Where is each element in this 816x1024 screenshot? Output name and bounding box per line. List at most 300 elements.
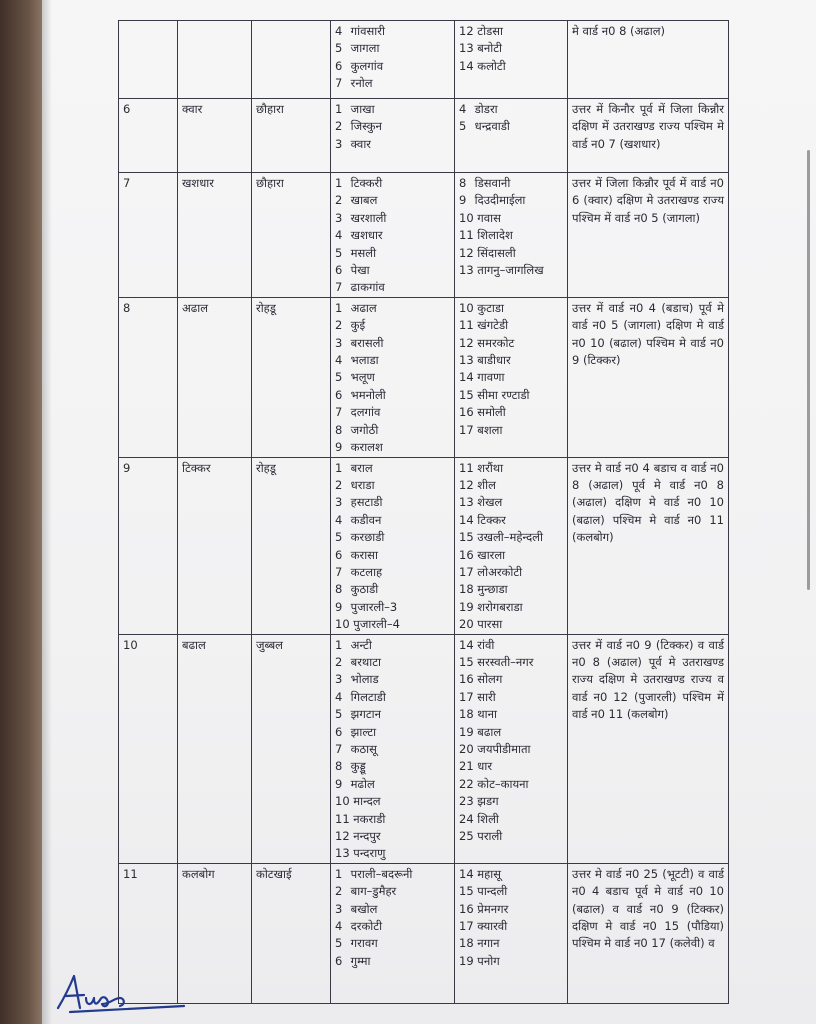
village-list-item [459, 335, 563, 352]
village-list-item [335, 599, 450, 616]
village-list-item [335, 793, 450, 810]
village-name: खाबल [350, 193, 378, 208]
village-list-cell [455, 173, 568, 298]
village-list-item [459, 581, 563, 598]
village-list-cell [331, 173, 455, 298]
tehsil-cell: रोहडू [252, 457, 331, 634]
tehsil-cell: छौहारा [252, 99, 331, 173]
village-list-item [335, 75, 450, 92]
village-number: 18 [459, 707, 474, 722]
village-name: कोट–कायना [477, 776, 529, 791]
village-list-item [335, 335, 450, 352]
village-list-item [335, 918, 450, 935]
village-list-item [335, 227, 450, 244]
village-list-item [335, 866, 450, 883]
village-number: 2 [335, 193, 343, 208]
village-list-item [335, 439, 450, 456]
village-name: जागला [350, 41, 380, 56]
village-list-item [335, 529, 450, 546]
village-number: 9 [335, 440, 343, 455]
village-list-item [459, 227, 563, 244]
boundary-description-cell: उत्तर मे वार्ड न0 4 बडाच व वार्ड न0 8 (अढाल) पूर्व मे वार्ड न0 8 (अढाल) दक्षिण मे वार्ड न0 10 (बढाल) पश्चिम मे वार्ड न0 11 (कलबोग) [568, 457, 729, 634]
village-number: 17 [459, 422, 474, 437]
village-name: दरकोटी [350, 919, 383, 934]
village-list-item [335, 724, 450, 741]
village-list-item [335, 845, 450, 862]
village-name: अन्टी [350, 637, 372, 652]
village-list-item [335, 828, 450, 845]
village-number: 20 [459, 617, 474, 632]
village-name: शिली [477, 811, 499, 826]
village-number: 13 [459, 41, 474, 56]
village-list-item [335, 136, 450, 153]
village-name: सीमा रण्टाडी [477, 387, 530, 402]
ward-row [119, 297, 729, 457]
village-name: जाखा [350, 102, 375, 116]
village-name: पन्दराणु [353, 846, 386, 861]
ward-number-cell: 10 [119, 634, 178, 863]
village-name: धराडा [350, 477, 375, 492]
village-number: 19 [459, 953, 474, 968]
village-name: समरकोट [477, 335, 515, 350]
village-list-item [459, 689, 563, 706]
tehsil-cell: कोटखाई [252, 863, 331, 1003]
village-list-cell [331, 297, 455, 457]
table-body [119, 21, 729, 1004]
village-list-item [335, 387, 450, 404]
village-number: 7 [335, 564, 343, 579]
village-name: पुजारली–3 [350, 599, 398, 614]
village-list-cell [331, 863, 455, 1003]
village-list-item [459, 317, 563, 334]
village-list-item [459, 245, 563, 262]
village-name: खारला [477, 547, 506, 562]
signature-mark [50, 968, 190, 1018]
village-list-item [459, 724, 563, 741]
village-list-item [335, 175, 450, 192]
village-list-item [459, 776, 563, 793]
village-list-cell [455, 297, 568, 457]
village-list-item [335, 935, 450, 952]
village-number: 11 [459, 318, 474, 333]
village-name: टिक्करी [350, 176, 383, 190]
village-list-item [459, 477, 563, 494]
village-number: 4 [335, 689, 343, 704]
village-name: धन्द्रवाडी [474, 119, 510, 134]
boundary-description-cell: मे वार्ड न0 8 (अढाल) [568, 21, 729, 99]
village-list-item [335, 317, 450, 334]
village-name: पराली [477, 829, 503, 844]
village-name: बखोल [350, 901, 378, 916]
village-list-item [335, 671, 450, 688]
village-list-item [335, 494, 450, 511]
village-number: 8 [335, 759, 343, 774]
village-name: मान्दल [353, 794, 381, 809]
village-name: रनोल [350, 76, 373, 91]
village-name: भमनोली [350, 387, 386, 402]
village-number: 13 [335, 846, 350, 861]
village-number: 13 [459, 353, 474, 368]
village-name: झाल्टा [350, 724, 377, 739]
village-name: कुड्डू [350, 759, 366, 774]
village-number: 4 [335, 512, 343, 527]
village-list-item [459, 706, 563, 723]
village-list-item [335, 883, 450, 900]
village-list-item [459, 494, 563, 511]
village-list-item [335, 352, 450, 369]
village-list-item [335, 758, 450, 775]
village-name: पेखा [350, 263, 370, 278]
village-number: 13 [459, 495, 474, 510]
village-name: शिलादेश [477, 228, 513, 243]
ward-row [119, 99, 729, 173]
village-list-item [335, 741, 450, 758]
village-list-item [335, 564, 450, 581]
village-number: 19 [459, 599, 474, 614]
village-name: दलगांव [350, 405, 381, 420]
village-name: पराली–बदरूनी [350, 866, 413, 881]
ward-row [119, 863, 729, 1003]
village-number: 11 [335, 811, 350, 826]
village-number: 18 [459, 582, 474, 597]
village-list-item [335, 118, 450, 135]
village-list-item [459, 23, 563, 40]
village-number: 12 [459, 477, 474, 492]
village-list-item [459, 883, 563, 900]
ward-number-cell: 8 [119, 297, 178, 457]
village-number: 15 [459, 654, 474, 669]
village-name: लोअरकोटी [477, 564, 523, 579]
village-list-item [459, 741, 563, 758]
village-number: 17 [459, 564, 474, 579]
village-number: 15 [459, 387, 474, 402]
village-number: 1 [335, 300, 343, 315]
village-name: मुन्छाडा [477, 582, 508, 597]
village-list-cell [455, 21, 568, 99]
village-number: 2 [335, 318, 343, 333]
village-name: बरथाटा [350, 654, 382, 669]
ward-number-cell: 7 [119, 173, 178, 298]
village-number: 8 [335, 422, 343, 437]
village-name: समोली [477, 405, 506, 420]
village-number: 21 [459, 759, 474, 774]
ward-row [119, 173, 729, 298]
village-name: झडग [477, 794, 499, 809]
village-name: भलाडा [350, 353, 379, 368]
ward-number-cell: 9 [119, 457, 178, 634]
village-list-cell [331, 457, 455, 634]
village-number: 13 [459, 263, 474, 278]
village-name: बढाल [477, 724, 502, 739]
village-number: 8 [335, 582, 343, 597]
village-number: 2 [335, 654, 343, 669]
page-shadow [42, 0, 52, 1024]
village-name: महासू [477, 866, 502, 881]
village-name: बाग–डुमैहर [350, 884, 397, 899]
village-number: 12 [459, 24, 474, 38]
village-number: 3 [335, 901, 343, 916]
village-list-item [335, 477, 450, 494]
village-name: जिस्कुन [350, 119, 382, 134]
village-number: 7 [335, 76, 343, 91]
village-list-item [459, 175, 563, 192]
village-list-item [335, 689, 450, 706]
village-number: 1 [335, 866, 343, 881]
village-name: गांवसारी [350, 24, 385, 38]
village-number: 5 [335, 936, 343, 951]
village-list-item [335, 23, 450, 40]
village-list-item [459, 547, 563, 564]
village-number: 4 [459, 102, 467, 116]
village-number: 15 [459, 884, 474, 899]
tehsil-cell: जुब्बल [252, 634, 331, 863]
village-number: 7 [335, 280, 343, 295]
village-number: 20 [459, 742, 474, 756]
village-name: क्वार [350, 136, 371, 151]
village-list-item [335, 58, 450, 75]
village-number: 5 [335, 41, 343, 56]
village-list-item [459, 512, 563, 529]
ward-number-cell [119, 21, 178, 99]
village-list-item [459, 637, 563, 654]
village-list-cell [455, 634, 568, 863]
village-number: 2 [335, 884, 343, 899]
boundary-description-cell: उत्तर में वार्ड न0 4 (बडाच) पूर्व मे वार्ड न0 5 (जागला) दक्षिण मे वार्ड न0 10 (बढाल) पश्चिम मे वार्ड न0 9 (टिक्कर) [568, 297, 729, 457]
village-name: कलोटी [477, 58, 506, 73]
village-name: खंगटेडी [477, 318, 509, 333]
village-name: बरासली [350, 335, 384, 350]
village-name: सारी [477, 689, 496, 704]
village-name: कटलाह [350, 564, 383, 579]
ward-row [119, 457, 729, 634]
village-list-item [459, 564, 563, 581]
village-number: 6 [335, 387, 343, 402]
village-number: 23 [459, 794, 474, 809]
village-list-cell [331, 634, 455, 863]
village-list-item [335, 706, 450, 723]
village-number: 3 [335, 335, 343, 350]
village-name: करछाडी [350, 530, 385, 545]
village-list-item [335, 422, 450, 439]
village-list-item [459, 935, 563, 952]
village-name: भोलाड [350, 672, 379, 687]
village-name: खशधार [350, 228, 383, 243]
village-list-item [335, 654, 450, 671]
village-number: 1 [335, 460, 343, 475]
village-number: 16 [459, 672, 474, 687]
village-list-item [459, 192, 563, 209]
tehsil-cell: छौहारा [252, 173, 331, 298]
village-number: 7 [335, 742, 343, 756]
village-name: कुठाडी [350, 582, 379, 597]
village-number: 14 [459, 370, 474, 385]
village-list-item [459, 387, 563, 404]
village-list-item [459, 793, 563, 810]
village-name: भलूण [350, 370, 375, 385]
village-list-item [459, 422, 563, 439]
village-number: 5 [335, 245, 343, 260]
village-number: 3 [335, 136, 343, 151]
village-list-item [459, 828, 563, 845]
village-list-item [335, 40, 450, 57]
village-name: उखली–महेन्दली [477, 530, 543, 545]
village-name: हसटाडी [350, 495, 383, 510]
village-name: रांवी [477, 637, 495, 652]
village-number: 12 [335, 829, 350, 844]
village-number: 10 [459, 300, 474, 315]
village-number: 5 [335, 530, 343, 545]
village-number: 2 [335, 119, 343, 134]
village-number: 6 [335, 263, 343, 278]
tehsil-cell [252, 21, 331, 99]
village-list-item [335, 192, 450, 209]
village-number: 6 [335, 724, 343, 739]
village-number: 16 [459, 547, 474, 562]
village-list-item [335, 460, 450, 477]
ward-boundary-table [118, 20, 729, 1004]
village-number: 25 [459, 829, 474, 844]
village-list-item [335, 262, 450, 279]
village-list-item [459, 599, 563, 616]
village-list-item [335, 776, 450, 793]
village-number: 10 [335, 617, 350, 632]
village-name: करासा [350, 547, 378, 562]
village-list-item [335, 404, 450, 421]
village-list-cell [455, 457, 568, 634]
village-name: डोडरा [474, 102, 498, 116]
village-list-cell [331, 21, 455, 99]
village-list-item [459, 300, 563, 317]
village-number: 4 [335, 228, 343, 243]
village-list-item [459, 866, 563, 883]
village-number: 11 [459, 460, 474, 475]
village-name: खरशाली [350, 210, 387, 225]
village-list-cell [455, 863, 568, 1003]
village-number: 12 [459, 245, 474, 260]
village-name: धार [477, 759, 493, 774]
village-name: दिउदीमाईला [474, 193, 526, 208]
ward-name-cell: कलबोग [178, 863, 252, 1003]
village-list-item [459, 118, 563, 135]
village-list-item [335, 512, 450, 529]
village-number: 14 [459, 58, 474, 73]
village-number: 18 [459, 936, 474, 951]
village-name: कुलगांव [350, 58, 384, 73]
village-list-item [335, 616, 450, 633]
ward-number-cell: 6 [119, 99, 178, 173]
village-number: 6 [335, 953, 343, 968]
village-number: 6 [335, 58, 343, 73]
village-list-cell [331, 99, 455, 173]
tehsil-cell: रोहडू [252, 297, 331, 457]
village-list-item [459, 404, 563, 421]
village-number: 4 [335, 353, 343, 368]
village-name: नकराडी [353, 811, 386, 826]
village-number: 4 [335, 919, 343, 934]
village-number: 16 [459, 405, 474, 420]
village-number: 14 [459, 637, 474, 652]
boundary-description-cell: उत्तर मे वार्ड न0 25 (भूटटी) व वार्ड न0 4 बडाच पूर्व मे वार्ड न0 10 (बढाल) व वार्ड न0 9 (टिक्कर) दक्षिण मे वार्ड न0 15 (पौडिया) पश्चिम मे वार्ड न0 17 (कलेवी) व [568, 863, 729, 1003]
village-number: 17 [459, 919, 474, 934]
village-name: करालश [350, 440, 383, 455]
village-list-item [459, 40, 563, 57]
village-number: 22 [459, 776, 474, 791]
village-name: शरोगबराडा [477, 599, 523, 614]
ward-row [119, 634, 729, 863]
village-list-item [335, 901, 450, 918]
village-name: क्यारवी [477, 919, 508, 934]
village-name: गरावग [350, 936, 378, 951]
village-number: 1 [335, 102, 343, 116]
village-name: टोडसा [477, 24, 503, 38]
village-list-item [335, 547, 450, 564]
village-number: 9 [335, 599, 343, 614]
village-name: गिलटाडी [350, 689, 386, 704]
village-number: 6 [335, 547, 343, 562]
village-name: सिंदासली [477, 245, 516, 260]
village-name: पनोग [477, 953, 500, 968]
village-name: पारसा [477, 617, 503, 632]
village-name: अढाल [350, 300, 377, 315]
ward-name-cell [178, 21, 252, 99]
village-number: 3 [335, 672, 343, 687]
ward-name-cell: क्वार [178, 99, 252, 173]
village-list-item [459, 758, 563, 775]
village-name: तागनु–जागलिख [477, 263, 544, 278]
village-name: कठासू [350, 742, 377, 756]
village-name: पुजारली–4 [353, 617, 400, 632]
ward-number-cell: 11 [119, 863, 178, 1003]
scrollbar[interactable] [807, 150, 810, 590]
village-list-item [459, 918, 563, 935]
village-number: 15 [459, 530, 474, 545]
village-name: टिक्कर [477, 512, 506, 527]
village-number: 4 [335, 24, 343, 38]
ward-row [119, 21, 729, 99]
village-list-item [459, 953, 563, 970]
village-list-item [335, 811, 450, 828]
boundary-description-cell: उत्तर में जिला किन्नौर पूर्व में वार्ड न0 6 (क्वार) दक्षिण मे उतराखण्ड राज्य पश्चिम में वार्ड न0 5 (जागला) [568, 173, 729, 298]
village-number: 5 [335, 707, 343, 722]
village-name: गावणा [477, 370, 505, 385]
village-name: जगोठी [350, 422, 379, 437]
village-list-item [335, 245, 450, 262]
village-name: नन्दपुर [353, 829, 381, 844]
village-list-item [335, 637, 450, 654]
village-name: नगान [477, 936, 500, 951]
village-name: झगटान [350, 707, 381, 722]
village-list-item [459, 262, 563, 279]
village-list-item [459, 101, 563, 118]
boundary-description-cell: उत्तर में वार्ड न0 9 (टिक्कर) व वार्ड न0 8 (अढाल) पूर्व मे उतराखण्ड राज्य दक्षिण मे उतराखण्ड राज्य व वार्ड न0 12 (पुजारली) पश्चिम में वार्ड न0 11 (कलबोग) [568, 634, 729, 863]
village-list-item [459, 616, 563, 633]
village-list-item [459, 352, 563, 369]
village-number: 16 [459, 901, 474, 916]
ward-name-cell: बढाल [178, 634, 252, 863]
village-name: शरौंथा [477, 460, 504, 475]
village-list-item [459, 58, 563, 75]
village-list-item [459, 529, 563, 546]
village-number: 12 [459, 335, 474, 350]
village-number: 17 [459, 689, 474, 704]
village-name: बाडीधार [477, 353, 511, 368]
village-name: सोलग [477, 672, 503, 687]
village-number: 19 [459, 724, 474, 739]
village-name: गवास [477, 210, 501, 225]
village-number: 2 [335, 477, 343, 492]
village-name: सरस्वती–नगर [477, 654, 534, 669]
village-name: कडीवन [350, 512, 382, 527]
